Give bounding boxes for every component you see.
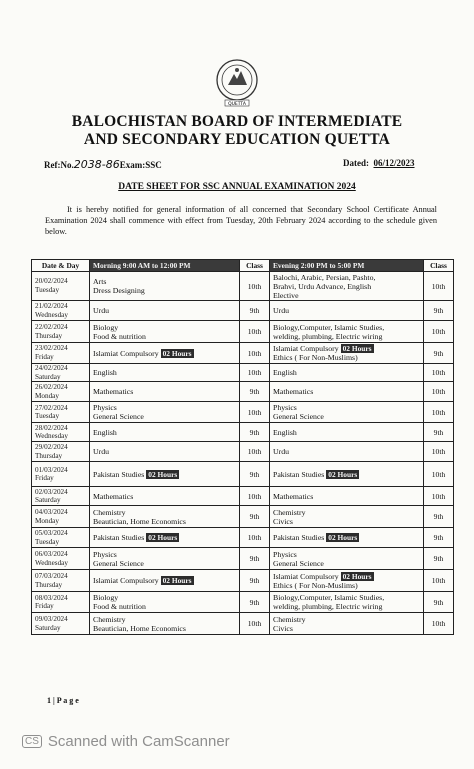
exam-date: 24/02/2024 (35, 364, 68, 372)
exam-date: 29/02/2024 (35, 443, 68, 452)
subject-line: Urdu (273, 447, 290, 457)
subject-line: Physics (93, 549, 117, 559)
duration-badge: 02 Hours (162, 576, 192, 586)
class-cell: 10th (424, 462, 454, 487)
subject-line: Islamiat Compulsory 02 Hours (273, 344, 372, 353)
evening-subject-cell (270, 272, 424, 301)
subject-line: Mathematics (273, 491, 314, 501)
date-day-cell (32, 548, 90, 570)
evening-subject-cell (270, 592, 424, 613)
exam-day: Monday (35, 391, 59, 400)
subject-line: Pakistan Studies 02 Hours (93, 533, 178, 543)
table-row (32, 570, 454, 592)
header-class: Class (424, 260, 454, 272)
table-row (32, 364, 454, 382)
notice-paragraph: It is hereby notified for general information of all concerned that Secondary School Certificate Annual Examination 2024 shall commence with effect from Tuesday, 20th February 2024 according to the schedule given below. (45, 205, 437, 236)
class-cell: 10th (424, 272, 454, 301)
subject-line: English (273, 427, 297, 437)
table-row (32, 301, 454, 321)
header-evening: Evening 2:00 PM to 5:00 PM (270, 260, 424, 272)
evening-subject-cell (270, 506, 424, 528)
class-cell: 9th (424, 592, 454, 613)
board-title-line1: BALOCHISTAN BOARD OF INTERMEDIATE (71, 113, 403, 130)
date-sheet-title: DATE SHEET FOR SSC ANNUAL EXAMINATION 2024 (118, 182, 356, 192)
morning-subject-cell (90, 272, 240, 301)
subject-line: Biology,Computer, Islamic Studies, (273, 322, 385, 332)
page-number: 1 | P a g e (47, 696, 79, 705)
evening-subject-cell (270, 321, 424, 343)
exam-date: 28/02/2024 (35, 423, 68, 432)
subject-line: English (273, 368, 297, 378)
subject-line: welding, plumbing, Electric wiring (273, 331, 383, 341)
morning-subject-cell (90, 423, 240, 442)
class-cell: 9th (424, 423, 454, 442)
date-issued: Dated: 06/12/2023 (343, 158, 415, 168)
class-cell: 10th (240, 442, 270, 462)
subject-line: Pakistan Studies 02 Hours (273, 469, 358, 479)
exam-date: 22/02/2024 (35, 322, 68, 331)
subject-line: General Science (273, 558, 324, 568)
subject-line: Beautician, Home Economics (93, 623, 186, 633)
subject-line: Urdu (273, 306, 290, 315)
table-row (32, 528, 454, 548)
morning-subject-cell (90, 613, 240, 635)
svg-text:QUETTA: QUETTA (228, 102, 246, 107)
exam-date: 21/02/2024 (35, 301, 68, 310)
class-cell: 9th (240, 382, 270, 402)
table-row (32, 442, 454, 462)
evening-subject-cell (270, 487, 424, 506)
subject-line: Chemistry (273, 507, 306, 517)
subject-line: Urdu (93, 447, 110, 457)
subject-line: Islamiat Compulsory 02 Hours (93, 348, 192, 358)
subject-line: Physics (273, 403, 297, 413)
evening-subject-cell (270, 528, 424, 548)
morning-subject-cell (90, 548, 240, 570)
watermark-text: Scanned with CamScanner (47, 733, 230, 750)
morning-subject-cell (90, 570, 240, 592)
date-day-cell (32, 506, 90, 528)
exam-date: 27/02/2024 (35, 403, 68, 412)
table-row (32, 423, 454, 442)
subject-line: Food & nutrition (93, 331, 146, 341)
date-day-cell (32, 382, 90, 402)
board-title-line2: AND SECONDARY EDUCATION QUETTA (83, 131, 391, 148)
exam-date: 07/03/2024 (35, 572, 68, 581)
duration-badge: 02 Hours (328, 469, 358, 479)
subject-line: Islamiat Compulsory 02 Hours (273, 571, 372, 581)
duration-badge: 02 Hours (342, 344, 372, 353)
class-cell: 10th (424, 364, 454, 382)
subject-line: Brahvi, Urdu Advance, English (273, 281, 372, 291)
date-day-cell (32, 613, 90, 635)
subject-line: Mathematics (273, 387, 314, 397)
morning-subject-cell (90, 528, 240, 548)
subject-line: welding, plumbing, Electric wiring (273, 602, 383, 612)
date-day-cell (32, 343, 90, 364)
class-cell: 10th (240, 487, 270, 506)
class-cell: 10th (424, 613, 454, 635)
evening-subject-cell (270, 570, 424, 592)
exam-day: Wednesday (35, 558, 68, 567)
table-row (32, 613, 454, 635)
class-cell: 10th (424, 402, 454, 423)
exam-day: Tuesday (35, 412, 60, 421)
date-day-cell (32, 364, 90, 382)
morning-subject-cell (90, 343, 240, 364)
subject-line: Civics (273, 516, 293, 526)
subject-line: Beautician, Home Economics (93, 516, 186, 526)
exam-date: 05/03/2024 (35, 529, 68, 538)
date-day-cell (32, 487, 90, 506)
table-row (32, 592, 454, 613)
duration-badge: 02 Hours (148, 533, 178, 543)
exam-date: 20/02/2024 (35, 277, 68, 286)
class-cell: 9th (240, 548, 270, 570)
subject-line: General Science (273, 412, 324, 422)
class-cell: 10th (240, 321, 270, 343)
subject-line: English (93, 427, 117, 437)
exam-date: 02/03/2024 (35, 487, 68, 496)
subject-line: Arts (93, 277, 107, 286)
header-morning: Morning 9:00 AM to 12:00 PM (90, 260, 240, 272)
class-cell: 9th (424, 506, 454, 528)
evening-subject-cell (270, 423, 424, 442)
board-seal-icon (208, 58, 266, 108)
subject-line: Dress Designing (93, 286, 145, 295)
morning-subject-cell (90, 382, 240, 402)
header-class: Class (240, 260, 270, 272)
class-cell: 9th (240, 301, 270, 321)
evening-subject-cell (270, 364, 424, 382)
date-day-cell (32, 462, 90, 487)
duration-badge: 02 Hours (162, 348, 192, 358)
subject-line: Elective (273, 290, 299, 300)
subject-line: Mathematics (93, 491, 134, 501)
date-day-cell (32, 528, 90, 548)
exam-day: Thursday (35, 580, 63, 589)
date-day-cell (32, 442, 90, 462)
exam-day: Friday (35, 474, 54, 483)
class-cell: 10th (240, 343, 270, 364)
subject-line: Chemistry (273, 614, 306, 624)
exam-day: Tuesday (35, 537, 60, 546)
date-day-cell (32, 321, 90, 343)
class-cell: 9th (424, 528, 454, 548)
morning-subject-cell (90, 364, 240, 382)
subject-line: Pakistan Studies 02 Hours (93, 469, 178, 479)
class-cell: 9th (240, 506, 270, 528)
subject-line: Ethics ( For Non-Muslims) (273, 353, 358, 362)
class-cell: 10th (424, 321, 454, 343)
table-row (32, 382, 454, 402)
morning-subject-cell (90, 321, 240, 343)
subject-line: Food & nutrition (93, 602, 146, 612)
exam-date: 06/03/2024 (35, 550, 68, 559)
morning-subject-cell (90, 301, 240, 321)
duration-badge: 02 Hours (148, 469, 178, 479)
table-row (32, 402, 454, 423)
class-cell: 9th (424, 343, 454, 364)
subject-line: Biology (93, 322, 119, 332)
class-cell: 10th (240, 528, 270, 548)
evening-subject-cell (270, 613, 424, 635)
header-date-day: Date & Day (32, 260, 90, 272)
table-row (32, 548, 454, 570)
exam-schedule-table (31, 259, 454, 635)
camscanner-watermark (22, 733, 230, 750)
table-row (32, 462, 454, 487)
class-cell: 9th (240, 462, 270, 487)
exam-day: Friday (35, 602, 54, 611)
class-cell: 10th (240, 364, 270, 382)
subject-line: General Science (93, 412, 144, 422)
duration-badge: 02 Hours (342, 571, 372, 581)
subject-line: General Science (93, 558, 144, 568)
subject-line: Physics (93, 403, 117, 413)
exam-day: Thursday (35, 331, 63, 340)
date-day-cell (32, 592, 90, 613)
evening-subject-cell (270, 382, 424, 402)
date-day-cell (32, 570, 90, 592)
exam-day: Saturday (35, 623, 61, 632)
morning-subject-cell (90, 462, 240, 487)
class-cell: 10th (240, 272, 270, 301)
camscanner-logo-icon: CS (22, 735, 42, 748)
subject-line: Civics (273, 623, 293, 633)
morning-subject-cell (90, 506, 240, 528)
morning-subject-cell (90, 442, 240, 462)
evening-subject-cell (270, 343, 424, 364)
subject-line: Islamiat Compulsory 02 Hours (93, 576, 192, 586)
evening-subject-cell (270, 402, 424, 423)
morning-subject-cell (90, 592, 240, 613)
class-cell: 10th (424, 442, 454, 462)
exam-day: Friday (35, 353, 54, 361)
table-header-row (32, 260, 454, 272)
exam-date: 08/03/2024 (35, 593, 68, 602)
exam-day: Monday (35, 516, 59, 525)
class-cell: 10th (424, 487, 454, 506)
reference-number: Ref:No.2038-86Exam:SSC (44, 158, 162, 171)
table-row (32, 506, 454, 528)
subject-line: Biology,Computer, Islamic Studies, (273, 593, 385, 603)
table-row (32, 343, 454, 364)
subject-line: English (93, 368, 117, 378)
date-day-cell (32, 423, 90, 442)
evening-subject-cell (270, 442, 424, 462)
class-cell: 10th (424, 382, 454, 402)
exam-date: 23/02/2024 (35, 344, 68, 353)
class-cell: 9th (424, 548, 454, 570)
exam-day: Tuesday (35, 286, 60, 294)
subject-line: Chemistry (93, 507, 126, 517)
class-cell: 9th (424, 301, 454, 321)
table-row (32, 272, 454, 301)
date-day-cell (32, 402, 90, 423)
morning-subject-cell (90, 402, 240, 423)
subject-line: Physics (273, 549, 297, 559)
date-day-cell (32, 272, 90, 301)
subject-line: Balochi, Arabic, Persian, Pashto, (273, 272, 376, 282)
class-cell: 9th (240, 570, 270, 592)
subject-line: Urdu (93, 306, 110, 315)
exam-date: 26/02/2024 (35, 383, 68, 392)
exam-day: Thursday (35, 451, 63, 460)
class-cell: 10th (424, 570, 454, 592)
subject-line: Chemistry (93, 614, 126, 624)
subject-line: Biology (93, 593, 119, 603)
date-day-cell (32, 301, 90, 321)
subject-line: Mathematics (93, 387, 134, 397)
table-row (32, 321, 454, 343)
subject-line: Ethics ( For Non-Muslims) (273, 580, 358, 590)
evening-subject-cell (270, 462, 424, 487)
subject-line: Pakistan Studies 02 Hours (273, 533, 358, 543)
table-row (32, 487, 454, 506)
duration-badge: 02 Hours (328, 533, 358, 543)
morning-subject-cell (90, 487, 240, 506)
evening-subject-cell (270, 301, 424, 321)
exam-day: Saturday (35, 372, 61, 381)
class-cell: 9th (240, 592, 270, 613)
exam-day: Saturday (35, 496, 61, 505)
exam-date: 01/03/2024 (35, 465, 68, 474)
exam-date: 09/03/2024 (35, 615, 68, 624)
class-cell: 10th (240, 613, 270, 635)
exam-date: 04/03/2024 (35, 508, 68, 517)
class-cell: 10th (240, 402, 270, 423)
exam-day: Wednesday (35, 432, 68, 441)
exam-day: Wednesday (35, 310, 68, 319)
evening-subject-cell (270, 548, 424, 570)
class-cell: 9th (240, 423, 270, 442)
